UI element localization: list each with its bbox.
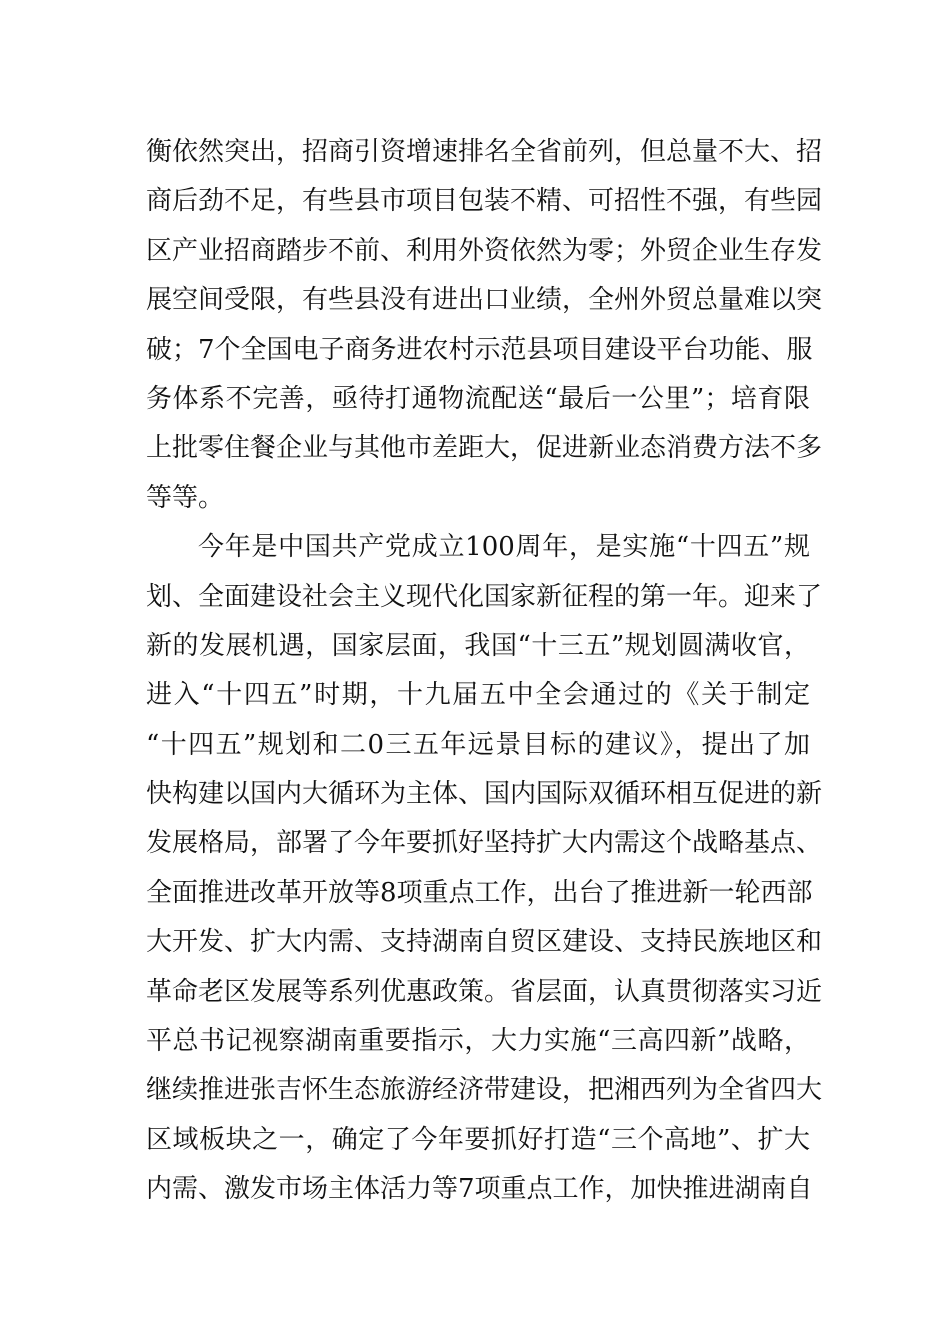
text-line: 区域板块之一，确定了今年要抓好打造“三个高地”、扩大 (146, 1124, 810, 1155)
text-line: 继续推进张吉怀生态旅游经济带建设，把湘西列为全省四大 (146, 1075, 823, 1106)
text-line: 发展格局，部署了今年要抓好坚持扩大内需这个战略基点、 (146, 828, 823, 859)
text-line: 快构建以国内大循环为主体、国内国际双循环相互促进的新 (146, 779, 823, 810)
text-line: 革命老区发展等系列优惠政策。省层面，认真贯彻落实习近 (146, 976, 823, 1007)
text-line: 划、全面建设社会主义现代化国家新征程的第一年。迎来了 (146, 581, 823, 612)
text-line: 新的发展机遇，国家层面，我国“十三五”规划圆满收官， (146, 630, 810, 661)
text-line: 平总书记视察湖南重要指示，大力实施“三高四新”战略， (146, 1026, 810, 1057)
text-line: “十四五”规划和二0三五年远景目标的建议》，提出了加 (146, 729, 810, 760)
text-line: 衡依然突出，招商引资增速排名全省前列，但总量不大、招 (146, 137, 823, 167)
text-line: 区产业招商踏步不前、利用外资依然为零；外贸企业生存发 (146, 235, 823, 266)
text-line: 内需、激发市场主体活力等7项重点工作，加快推进湖南自 (146, 1174, 813, 1205)
text-line: 破；7个全国电子商务进农村示范县项目建设平台功能、服 (146, 334, 813, 365)
text-line: 全面推进改革开放等8项重点工作，出台了推进新一轮西部 (146, 877, 813, 908)
paragraph-first-line: 今年是中国共产党成立100周年，是实施“十四五”规 (198, 532, 810, 563)
text-line: 进入“十四五”时期，十九届五中全会通过的《关于制定 (146, 680, 810, 711)
body-text (146, 128, 823, 1215)
text-line: 等等。 (146, 482, 225, 513)
text-line: 大开发、扩大内需、支持湖南自贸区建设、支持民族地区和 (146, 927, 823, 958)
text-line: 展空间受限，有些县没有进出口业绩，全州外贸总量难以突 (146, 285, 823, 316)
text-line: 上批零住餐企业与其他市差距大，促进新业态消费方法不多 (146, 433, 823, 464)
text-line: 务体系不完善，亟待打通物流配送“最后一公里”；培育限 (146, 383, 810, 414)
text-line: 商后劲不足，有些县市项目包装不精、可招性不强，有些园 (146, 186, 823, 217)
